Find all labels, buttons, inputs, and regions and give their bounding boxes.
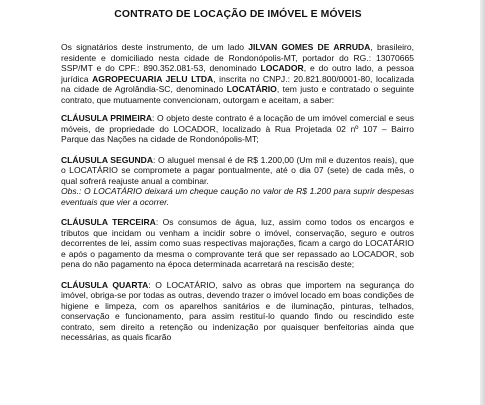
clause-heading: CLÁUSULA QUARTA (61, 279, 149, 290)
locador-name: JILVAN GOMES DE ARRUDA (248, 42, 371, 52)
locatario-role: LOCATÁRIO (226, 84, 277, 94)
intro-text: , tem justo e contratado o seguinte contrato, que mutuamente convencionam, outorgam e aceitam, a saber: (61, 84, 414, 105)
intro-text: , e do outro lado, a pessoa jurídica (61, 63, 414, 84)
page-edge (480, 0, 485, 405)
clause-second-note: Obs.: O LOCATÁRIO deixará um cheque caução no valor de R$ 1.200 para suprir despesas eventuais que vier a ocorrer. (61, 186, 414, 207)
clause-third (61, 217, 414, 270)
clause-text: : O aluguel mensal é de R$ 1.200,00 (Um mil e duzentos reais), que o LOCATÁRIO se compromete a pagar pontualmente, até o dia 07 (sete) de cada mês, o qual sofrerá reajuste anual a combinar. (61, 154, 414, 186)
clause-text: : Os consumos de água, luz, assim como todos os encargos e tributos que incidam ou venham a incidir sobre o imóvel, conservação, seguro e outros decorrentes de lei, assim como suas respectivas majorações, ficam a cargo do LOCATÁRIO e após o pagamento da mesma o comprovante terá que ser repassado ao LOCADOR, sob pena do não pagamento na época determinada acarretará na rescisão deste; (61, 217, 415, 269)
intro-text: Os signatários deste instrumento, de um lado (61, 42, 249, 52)
intro-paragraph (61, 42, 414, 105)
clause-text: : O LOCATÁRIO, salvo as obras que importem na segurança do imóvel, obriga-se por todas as outras, devendo trazer o imóvel locado em boas condições de higiene e limpeza, com os aparelhos sanitários e de iluminação, pinturas, telhados, conservação e funcionamento, para assim restituí-lo quando findo ou rescindido este contrato, sem direito a retenção ou indenização por quaisquer benfeitorias ainda que necessárias, as quais ficarão (61, 279, 414, 342)
clause-heading: CLÁUSULA SEGUNDA (61, 154, 154, 165)
document-page (61, 0, 414, 343)
locatario-name: AGROPECUARIA JELU LTDA (92, 73, 214, 84)
clause-first (61, 113, 414, 145)
clause-heading: CLÁUSULA TERCEIRA (61, 217, 156, 227)
clause-fourth (61, 280, 414, 343)
clause-second (61, 155, 414, 187)
document-title: CONTRATO DE LOCAÇÃO DE IMÓVEL E MÓVEIS (114, 9, 362, 20)
intro-text: , brasileiro, residente e domiciliado nesta cidade de Rondonópolis-MT, portador do RG.: 13070665 SSP/MT e do CPF.: 890.352.081-53, denominado (61, 42, 415, 73)
intro-text: , inscrita no CNPJ.: 20.821.800/0001-80, localizada na cidade de Agrolândia-SC, denominado (61, 73, 414, 94)
clause-text: : O objeto deste contrato é a locação de um imóvel comercial e seus móveis, de propriedade do LOCADOR, localizado à Rua Projetada 02 nº 107 – Bairro Parque das Nações na cidade de Rondonópolis-MT; (61, 113, 414, 144)
locador-role: LOCADOR (260, 63, 304, 73)
clause-heading: CLÁUSULA PRIMEIRA (61, 113, 153, 123)
